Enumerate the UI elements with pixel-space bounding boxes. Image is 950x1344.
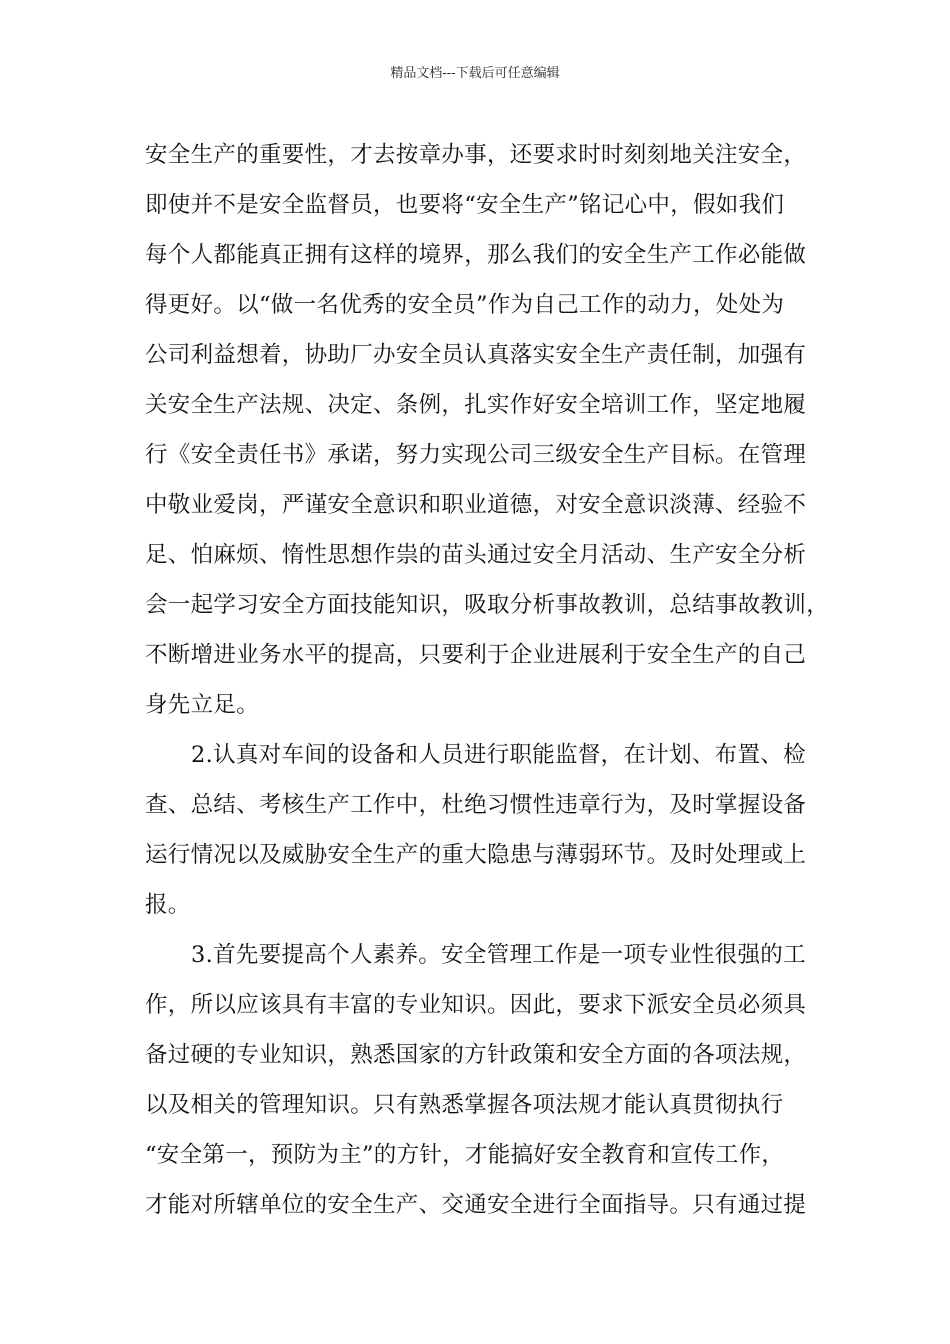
text-line: 会一起学习安全方面技能知识，吸取分析事故教训，总结事故教训， (145, 592, 830, 618)
text-line: 不断增进业务水平的提高，只要利于企业进展利于安全生产的自己 (145, 642, 807, 668)
text-line: 即使并不是安全监督员，也要将“安全生产”铭记心中，假如我们 (145, 192, 785, 218)
text-line: 公司利益想着，协助厂办安全员认真落实安全生产责任制，加强有 (145, 342, 807, 368)
text-line: 2.认真对车间的设备和人员进行职能监督，在计划、布置、检 (191, 742, 806, 768)
text-line: 3.首先要提高个人素养。安全管理工作是一项专业性很强的工 (191, 942, 806, 968)
text-line: 才能对所辖单位的安全生产、交通安全进行全面指导。只有通过提 (145, 1192, 807, 1218)
text-line: 足、怕麻烦、惰性思想作祟的苗头通过安全月活动、生产安全分析 (145, 542, 807, 568)
text-line: 查、总结、考核生产工作中，杜绝习惯性违章行为，及时掌握设备 (145, 792, 807, 818)
text-line: 以及相关的管理知识。只有熟悉掌握各项法规才能认真贯彻执行 (145, 1092, 784, 1118)
text-line: 身先立足。 (145, 692, 260, 718)
text-line: 行《安全责任书》承诺，努力实现公司三级安全生产目标。在管理 (145, 442, 807, 468)
text-line: 每个人都能真正拥有这样的境界，那么我们的安全生产工作必能做 (145, 242, 807, 268)
text-line: 备过硬的专业知识，熟悉国家的方针政策和安全方面的各项法规， (145, 1042, 807, 1068)
text-line: 得更好。以“做一名优秀的安全员”作为自己工作的动力，处处为 (145, 292, 785, 318)
text-line: “安全第一，预防为主”的方针，才能搞好安全教育和宣传工作， (145, 1142, 785, 1168)
text-line: 关安全生产法规、决定、条例，扎实作好安全培训工作，坚定地履 (145, 392, 807, 418)
text-line: 安全生产的重要性，才去按章办事，还要求时时刻刻地关注安全， (145, 142, 807, 168)
text-line: 中敬业爱岗，严谨安全意识和职业道德，对安全意识淡薄、经验不 (145, 492, 807, 518)
text-line: 报。 (145, 892, 191, 918)
document-body (145, 130, 835, 1230)
text-line: 运行情况以及威胁安全生产的重大隐患与薄弱环节。及时处理或上 (145, 842, 807, 868)
page-header: 精品文档---下载后可任意编辑 (390, 66, 560, 81)
text-line: 作，所以应该具有丰富的专业知识。因此，要求下派安全员必须具 (145, 992, 807, 1018)
